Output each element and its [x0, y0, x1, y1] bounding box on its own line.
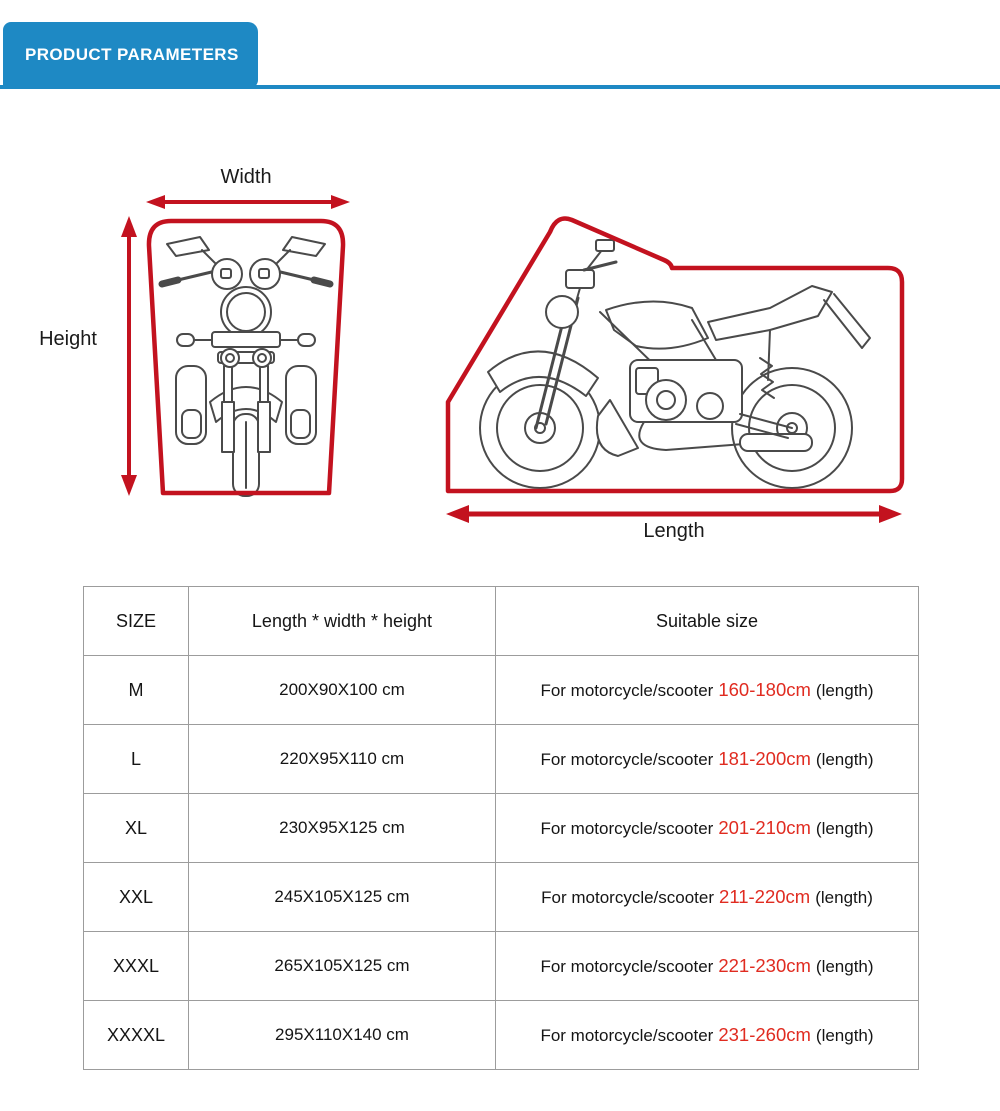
dimensions-cell: 220X95X110 cm: [189, 725, 496, 794]
suitable-cell: [496, 932, 919, 1001]
width-label: Width: [220, 166, 272, 188]
suitable-cell: [496, 863, 919, 932]
page-title-tab: [3, 22, 258, 88]
suitable-prefix: For motorcycle/scooter: [540, 681, 714, 700]
col-header-dimensions: Length * width * height: [189, 587, 496, 656]
suitable-suffix: (length): [815, 888, 873, 907]
motorcycle-side-icon: [480, 240, 870, 488]
suitable-prefix: For motorcycle/scooter: [540, 750, 714, 769]
size-cell: M: [84, 656, 189, 725]
suitable-range: 221-230cm: [718, 955, 811, 976]
col-header-size: SIZE: [84, 587, 189, 656]
col-header-suitable: Suitable size: [496, 587, 919, 656]
length-arrow-icon: [444, 502, 904, 526]
table-row-xxxl: [84, 932, 919, 1001]
dimensions-cell: 230X95X125 cm: [189, 794, 496, 863]
table-row-xxl: [84, 863, 919, 932]
suitable-prefix: For motorcycle/scooter: [540, 1026, 714, 1045]
motorcycle-front-icon: [162, 237, 330, 496]
suitable-range: 201-210cm: [718, 817, 811, 838]
table-row-l: [84, 725, 919, 794]
suitable-suffix: (length): [815, 1026, 874, 1045]
suitable-prefix: For motorcycle/scooter: [540, 957, 714, 976]
suitable-range: 181-200cm: [718, 748, 811, 769]
size-cell: XXL: [84, 863, 189, 932]
page-title: PRODUCT PARAMETERS: [25, 45, 239, 64]
suitable-range: 160-180cm: [718, 679, 811, 700]
size-cell: L: [84, 725, 189, 794]
length-label: Length: [643, 520, 705, 542]
dimensions-cell: 265X105X125 cm: [189, 932, 496, 1001]
size-cell: XXXL: [84, 932, 189, 1001]
suitable-cell: [496, 656, 919, 725]
suitable-suffix: (length): [815, 750, 874, 769]
suitable-range: 211-220cm: [719, 886, 811, 907]
size-cell: XL: [84, 794, 189, 863]
suitable-prefix: For motorcycle/scooter: [540, 819, 714, 838]
height-arrow-icon: [116, 214, 142, 498]
suitable-prefix: For motorcycle/scooter: [541, 888, 715, 907]
table-row-xxxxl: [84, 1001, 919, 1070]
suitable-range: 231-260cm: [718, 1024, 811, 1045]
suitable-cell: [496, 1001, 919, 1070]
size-cell: XXXXL: [84, 1001, 189, 1070]
dimensions-cell: 245X105X125 cm: [189, 863, 496, 932]
table-header-row: [84, 587, 919, 656]
motorcycle-front-diagram: [140, 210, 352, 502]
suitable-suffix: (length): [815, 819, 874, 838]
dimensions-cell: 295X110X140 cm: [189, 1001, 496, 1070]
height-label: Height: [39, 328, 97, 350]
table-row-xl: [84, 794, 919, 863]
suitable-cell: [496, 725, 919, 794]
suitable-cell: [496, 794, 919, 863]
width-arrow-icon: [144, 192, 352, 212]
table-row-m: [84, 656, 919, 725]
motorcycle-side-diagram: [438, 208, 910, 500]
dimensions-cell: 200X90X100 cm: [189, 656, 496, 725]
suitable-suffix: (length): [815, 681, 874, 700]
size-table: [83, 586, 919, 1070]
suitable-suffix: (length): [815, 957, 874, 976]
